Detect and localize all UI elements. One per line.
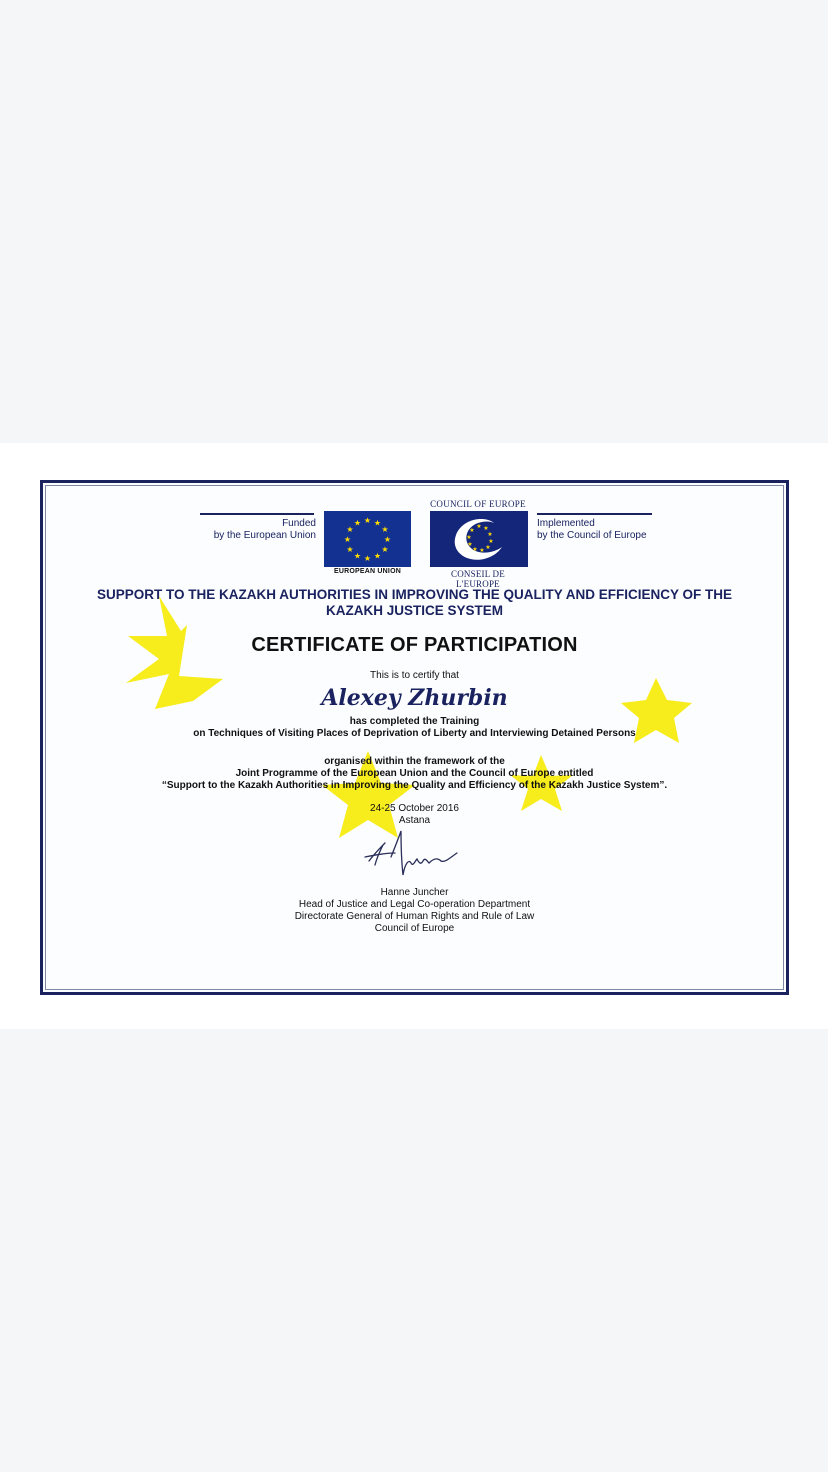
- svg-text:★: ★: [487, 531, 493, 538]
- certify-text: This is to certify that: [370, 670, 459, 681]
- certificate-title: CERTIFICATE OF PARTICIPATION: [251, 634, 578, 656]
- svg-text:★: ★: [469, 527, 475, 534]
- signatory-name: Hanne Juncher: [380, 887, 449, 898]
- svg-text:★: ★: [472, 546, 478, 553]
- svg-text:★: ★: [483, 525, 489, 532]
- svg-text:★: ★: [353, 518, 362, 528]
- organised-line: organised within the framework of the: [324, 756, 505, 767]
- header-rule-right: [537, 513, 652, 515]
- svg-text:★: ★: [363, 516, 372, 525]
- signatory-organisation: Council of Europe: [374, 923, 455, 934]
- svg-text:★: ★: [488, 538, 494, 545]
- coe-name-fr: CONSEIL DE L'EUROPE: [451, 569, 505, 589]
- signatory-directorate: Directorate General of Human Rights and Rule of Law: [294, 911, 535, 922]
- svg-text:★: ★: [383, 535, 392, 544]
- header-rule-left: [200, 513, 314, 515]
- svg-text:★: ★: [476, 523, 482, 530]
- svg-text:★: ★: [373, 518, 382, 528]
- completed-line: has completed the Training: [349, 716, 480, 727]
- training-title: on Techniques of Visiting Places of Deprivation of Liberty and Interviewing Detained Persons: [193, 728, 636, 739]
- svg-text:★: ★: [343, 535, 352, 544]
- svg-text:★: ★: [363, 554, 372, 563]
- certificate: [40, 480, 789, 995]
- programme-title-line-2: KAZAKH JUSTICE SYSTEM: [325, 603, 504, 618]
- svg-text:★: ★: [381, 545, 389, 554]
- training-place: Astana: [398, 815, 431, 826]
- eu-flag-icon: [324, 511, 411, 567]
- certificate-photo: [0, 443, 828, 1029]
- svg-text:★: ★: [466, 534, 472, 541]
- svg-text:★: ★: [346, 525, 354, 534]
- svg-text:★: ★: [381, 525, 389, 534]
- svg-text:★: ★: [373, 551, 382, 561]
- svg-text:★: ★: [353, 551, 362, 561]
- joint-programme-line: Joint Programme of the European Union and the Council of Europe entitled: [235, 768, 594, 779]
- svg-text:★: ★: [479, 547, 485, 554]
- funded-line-2: by the European Union: [213, 530, 316, 541]
- eu-caption: EUROPEAN UNION: [334, 568, 401, 575]
- signature-icon: [361, 823, 471, 883]
- svg-text:★: ★: [485, 544, 491, 551]
- svg-text:★: ★: [467, 541, 473, 548]
- participant-name: Alexey Zhurbin: [321, 685, 508, 711]
- implemented-by-text: [537, 518, 647, 542]
- implemented-line-2: by the Council of Europe: [537, 530, 647, 541]
- implemented-line-1: Implemented: [537, 518, 595, 529]
- programme-title-line-1: SUPPORT TO THE KAZAKH AUTHORITIES IN IMPROVING THE QUALITY AND EFFICIENCY OF THE: [96, 587, 733, 602]
- svg-text:★: ★: [346, 545, 354, 554]
- funded-by-text: [214, 518, 316, 542]
- training-date: 24-25 October 2016: [370, 803, 459, 814]
- programme-title: [43, 587, 786, 619]
- signatory-title: Head of Justice and Legal Co-operation Department: [298, 899, 531, 910]
- funded-line-1: Funded: [282, 518, 316, 529]
- programme-quote: “Support to the Kazakh Authorities in Improving the Quality and Efficiency of the Kazakh Justice System”.: [161, 780, 668, 791]
- coe-name-en: COUNCIL OF EUROPE: [430, 499, 526, 509]
- council-of-europe-logo-icon: [430, 511, 528, 567]
